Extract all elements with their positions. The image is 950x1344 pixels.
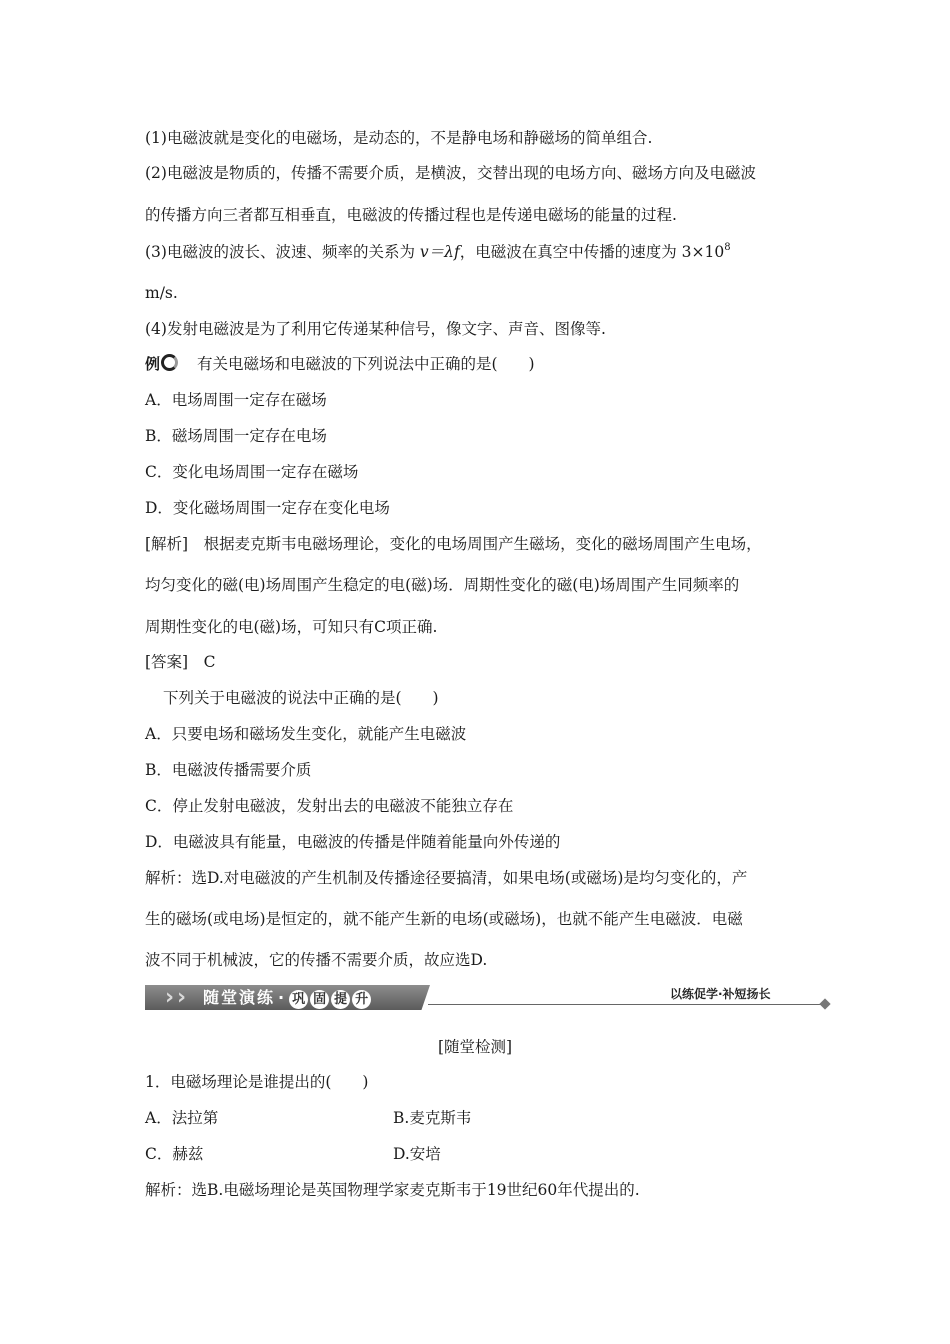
wave-formula: v＝λf — [419, 243, 460, 261]
practice-question: 下列关于电磁波的说法中正确的是( ) — [163, 689, 439, 707]
example-question — [145, 353, 535, 375]
practice-analysis-line-2: 生的磁场(或电场)是恒定的，就不能产生新的电场(或磁场)，也就不能产生电磁波．电磁 — [145, 910, 743, 928]
option-c: C．赫兹 — [145, 1145, 204, 1163]
example-label: 例 — [145, 355, 161, 373]
option-b: B.麦克斯韦 — [393, 1109, 472, 1127]
example-question-text: 有关电磁场和电磁波的下列说法中正确的是( ) — [196, 355, 535, 373]
chevron-right-icon: › — [177, 985, 187, 1010]
example-option-d: D．变化磁场周围一定存在变化电场 — [145, 499, 390, 517]
banner-title-main: 随堂演练 — [203, 988, 276, 1007]
example-option-a: A．电场周围一定存在磁场 — [145, 391, 327, 409]
banner-dot: · — [278, 988, 287, 1007]
practice-option-a: A．只要电场和磁场发生变化，就能产生电磁波 — [145, 725, 467, 743]
practice-analysis-line-3: 波不同于机械波，它的传播不需要介质，故应选D. — [145, 951, 488, 969]
point-1: (1)电磁波就是变化的电磁场，是动态的，不是静电场和静磁场的简单组合. — [145, 129, 653, 147]
point-2-line-1: (2)电磁波是物质的，传播不需要介质，是横波，交替出现的电场方向、磁场方向及电磁波 — [145, 164, 756, 182]
example-circle-icon — [161, 354, 178, 371]
option-d: D.安培 — [393, 1145, 441, 1163]
point-3-speed: ，电磁波在真空中传播的速度为 3×10 — [459, 243, 725, 261]
practice-option-d: D．电磁波具有能量，电磁波的传播是伴随着能量向外传递的 — [145, 833, 561, 851]
option-a: A．法拉第 — [145, 1109, 219, 1127]
diamond-icon — [819, 998, 830, 1009]
banner-slogan: 以练促学·补短扬长 — [670, 987, 771, 1001]
point-4: (4)发射电磁波是为了利用它传递某种信号，像文字、声音、图像等. — [145, 320, 606, 338]
point-3-line-2: m/s. — [145, 284, 178, 302]
example-analysis-line-3: 周期性变化的电(磁)场，可知只有C项正确. — [145, 618, 438, 636]
banner-char: 巩 — [289, 990, 308, 1009]
example-option-b: B．磁场周围一定存在电场 — [145, 427, 327, 445]
banner-rule — [428, 1004, 823, 1005]
banner-char: 升 — [352, 990, 371, 1009]
practice-analysis-line-1: 解析：选D.对电磁波的产生机制及传播途径要搞清，如果电场(或磁场)是均匀变化的，产 — [145, 869, 748, 887]
example-analysis-line-1: [解析] 根据麦克斯韦电磁场理论，变化的电场周围产生磁场，变化的磁场周围产生电场， — [145, 535, 762, 553]
question-1-analysis: 解析：选B.电磁场理论是英国物理学家麦克斯韦于19世纪60年代提出的. — [145, 1181, 640, 1199]
section-heading: [随堂检测] — [437, 1038, 513, 1056]
example-option-c: C．变化电场周围一定存在磁场 — [145, 463, 359, 481]
banner-char: 提 — [331, 990, 350, 1009]
section-banner — [145, 985, 835, 1015]
point-3-text: (3)电磁波的波长、波速、频率的关系为 — [145, 243, 420, 261]
practice-option-b: B．电磁波传播需要介质 — [145, 761, 312, 779]
practice-option-c: C．停止发射电磁波，发射出去的电磁波不能独立存在 — [145, 797, 514, 815]
exponent: 8 — [724, 242, 731, 253]
question-1-options-row-1 — [145, 1107, 218, 1129]
example-analysis-line-2: 均匀变化的磁(电)场周围产生稳定的电(磁)场．周期性变化的磁(电)场周围产生同频率的 — [145, 576, 740, 594]
chevron-right-icon: › — [165, 985, 175, 1010]
example-answer: [答案] C — [145, 653, 216, 671]
banner-title — [203, 987, 373, 1009]
question-1: 1．电磁场理论是谁提出的( ) — [145, 1073, 369, 1091]
point-2-line-2: 的传播方向三者都互相垂直，电磁波的传播过程也是传递电磁场的能量的过程. — [145, 206, 677, 224]
question-1-options-row-2 — [145, 1143, 203, 1165]
banner-char: 固 — [310, 990, 329, 1009]
point-3-line-1 — [145, 241, 731, 263]
